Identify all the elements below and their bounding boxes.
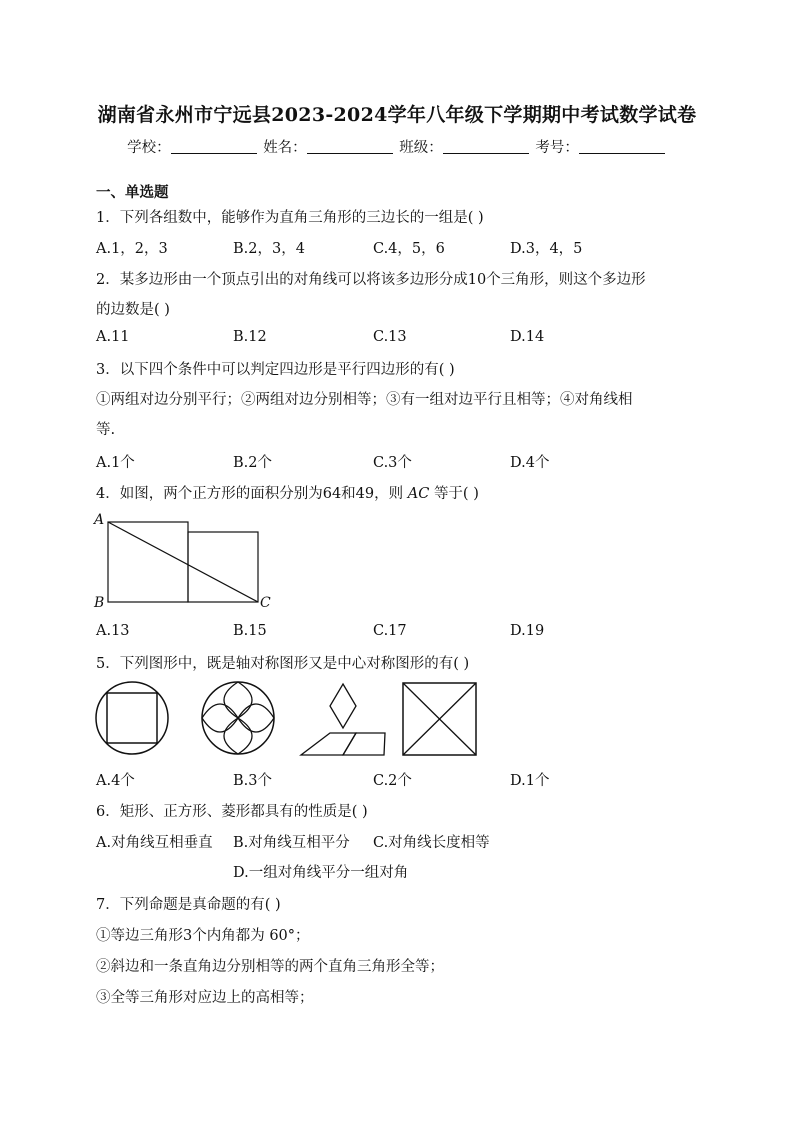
q5-stem: 5．下列图形中，既是轴对称图形又是中心对称图形的有( ) — [96, 656, 470, 672]
q4-option-b[interactable]: B.15 — [233, 623, 267, 639]
q5-figure-square-diagonals — [403, 683, 476, 755]
q3-conditions-line1: ①两组对边分别平行；②两组对边分别相等；③有一组对边平行且相等；④对角线相 — [96, 392, 633, 408]
section-heading: 一、单选题 — [96, 184, 169, 201]
q4-option-d[interactable]: D.19 — [510, 623, 545, 639]
q3-conditions-line2: 等. — [96, 422, 116, 438]
q4-stem-var: AC — [407, 486, 430, 502]
q1-option-d[interactable]: D.3，4，5 — [510, 241, 583, 257]
q2-option-a[interactable]: A.11 — [96, 329, 130, 345]
q1-stem: 1．下列各组数中，能够作为直角三角形的三边长的一组是( ) — [96, 210, 484, 226]
q2-stem-line2: 的边数是( ) — [96, 302, 170, 318]
q3-option-d[interactable]: D.4个 — [510, 455, 550, 471]
q4-option-a[interactable]: A.13 — [96, 623, 130, 639]
q5-option-c[interactable]: C.2个 — [373, 773, 412, 789]
q1-option-c[interactable]: C.4，5，6 — [373, 241, 445, 257]
q2-option-c[interactable]: C.13 — [373, 329, 407, 345]
q2-stem-line1: 2．某多边形由一个顶点引出的对角线可以将该多边形分成10个三角形，则这个多边形 — [96, 272, 646, 288]
q5-figure-circle-square — [96, 682, 168, 754]
q6-option-a[interactable]: A.对角线互相垂直 — [96, 835, 213, 851]
number-label: 考号： — [535, 140, 579, 156]
q1-option-a[interactable]: A.1，2，3 — [96, 241, 168, 257]
q5-option-b[interactable]: B.3个 — [233, 773, 272, 789]
q5-figure-three-rhombi — [301, 684, 385, 755]
q4-stem-post: 等于( ) — [433, 486, 479, 502]
q1-option-b[interactable]: B.2，3，4 — [233, 241, 305, 257]
q4-stem-pre: 4．如图，两个正方形的面积分别为64和49，则 — [96, 486, 404, 502]
class-label: 班级： — [399, 140, 443, 156]
q4-label-c: C — [260, 595, 271, 611]
q2-option-d[interactable]: D.14 — [510, 329, 545, 345]
q4-label-b: B — [94, 595, 105, 611]
q3-option-a[interactable]: A.1个 — [96, 455, 135, 471]
q7-item-1: ①等边三角形3个内角都为 60°； — [96, 928, 310, 944]
exam-title: 湖南省永州市宁远县2023-2024学年八年级下学期期中考试数学试卷 — [97, 104, 697, 126]
q7-item-3: ③全等三角形对应边上的高相等； — [96, 990, 314, 1006]
q7-stem: 7．下列命题是真命题的有( ) — [96, 897, 281, 913]
q5-option-d[interactable]: D.1个 — [510, 773, 550, 789]
q3-option-b[interactable]: B.2个 — [233, 455, 272, 471]
q6-option-d[interactable]: D.一组对角线平分一组对角 — [233, 865, 409, 881]
q4-option-c[interactable]: C.17 — [373, 623, 407, 639]
q2-option-b[interactable]: B.12 — [233, 329, 267, 345]
name-label: 姓名： — [263, 140, 307, 156]
q6-stem: 6．矩形、正方形、菱形都具有的性质是( ) — [96, 804, 368, 820]
q3-option-c[interactable]: C.3个 — [373, 455, 412, 471]
school-label: 学校： — [127, 140, 171, 156]
q5-figure-circle-petals — [202, 682, 274, 754]
q7-item-2: ②斜边和一条直角边分别相等的两个直角三角形全等； — [96, 959, 444, 975]
q6-option-c[interactable]: C.对角线长度相等 — [373, 835, 490, 851]
q3-stem: 3．以下四个条件中可以判定四边形是平行四边形的有( ) — [96, 362, 455, 378]
q5-option-a[interactable]: A.4个 — [96, 773, 135, 789]
q6-option-b[interactable]: B.对角线互相平分 — [233, 835, 350, 851]
q4-label-a: A — [94, 512, 105, 528]
